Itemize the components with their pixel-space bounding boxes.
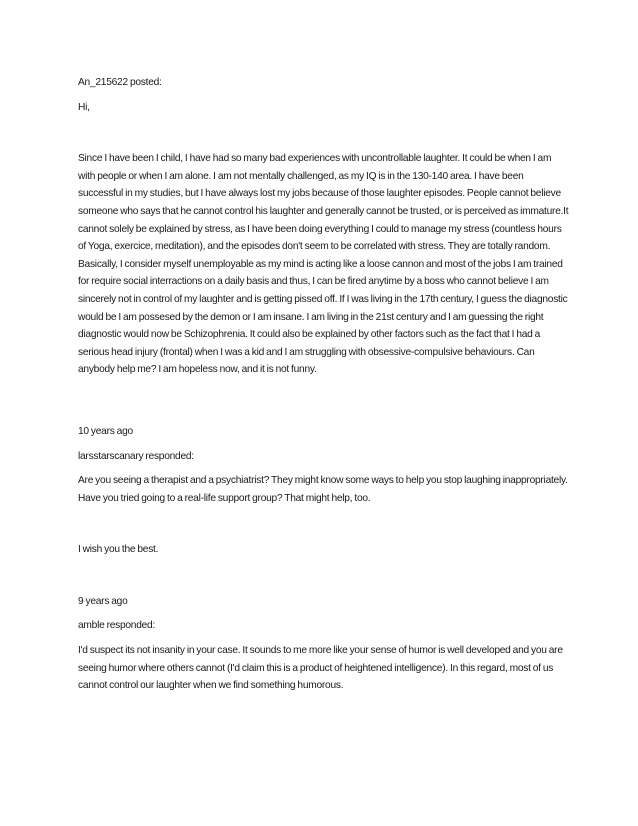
original-post-header: An_215622 posted:: [78, 77, 162, 88]
response-1-body: Are you seeing a therapist and a psychiatrist? They might know some ways to help you stop laughing inappropriately. Have you tried going to a real-life support group? That might help, too.: [78, 475, 568, 504]
forum-thread: [78, 74, 570, 695]
original-post-greeting: Hi,: [78, 101, 90, 113]
original-post-body: Since I have been I child, I have had so many bad experiences with uncontrollable laughter. It could be when I am with people or when I am alone. I am not mentally challenged, as my IQ is in the 130-140 area. I have been successful in my studies, but I have always lost my jobs because of those laughter episodes. People cannot believe someone who says that he cannot control his laughter and generally cannot be trusted, or is perceived as immature.It cannot solely be explained by stress, as I have been doing everything I could to manage my stress (countless hours of Yoga, exercice, meditation), and the episodes don't seem to be correlated with stress. They are totally random. Basically, I consider myself unemployable as my mind is acting like a loose cannon and most of the jobs I am trained for require social interractions on a daily basis and thus, I can be fired anytime by a boss who cannot believe I am sincerely not in control of my laughter and is getting pissed off. If I was living in the 17th century, I guess the diagnostic would be I am possesed by the demon or I am insane. I am living in the 21st century and I am guessing the right diagnostic would now be Schizophrenia. It could also be explained by other factors such as the fact that I had a serious head injury (frontal) when I was a kid and I am struggling with obsessive-compulsive behaviours. Can anybody help me? I am hopeless now, and it is not funny.: [78, 153, 569, 376]
response-1-timestamp: 10 years ago: [78, 425, 133, 437]
response-1-header: larsstarscanary responded:: [78, 450, 194, 462]
response-2-timestamp: 9 years ago: [78, 595, 128, 607]
response-1-closing: I wish you the best.: [78, 544, 159, 556]
response-2-body: I'd suspect its not insanity in your case. It sounds to me more like your sense of humor is well developed and you are seeing humor where others cannot (I'd claim this is a product of heightened intelligence). In this regard, most of us cannot control our laughter when we find something humorous.: [78, 645, 563, 692]
response-2-header: amble responded:: [78, 620, 156, 632]
